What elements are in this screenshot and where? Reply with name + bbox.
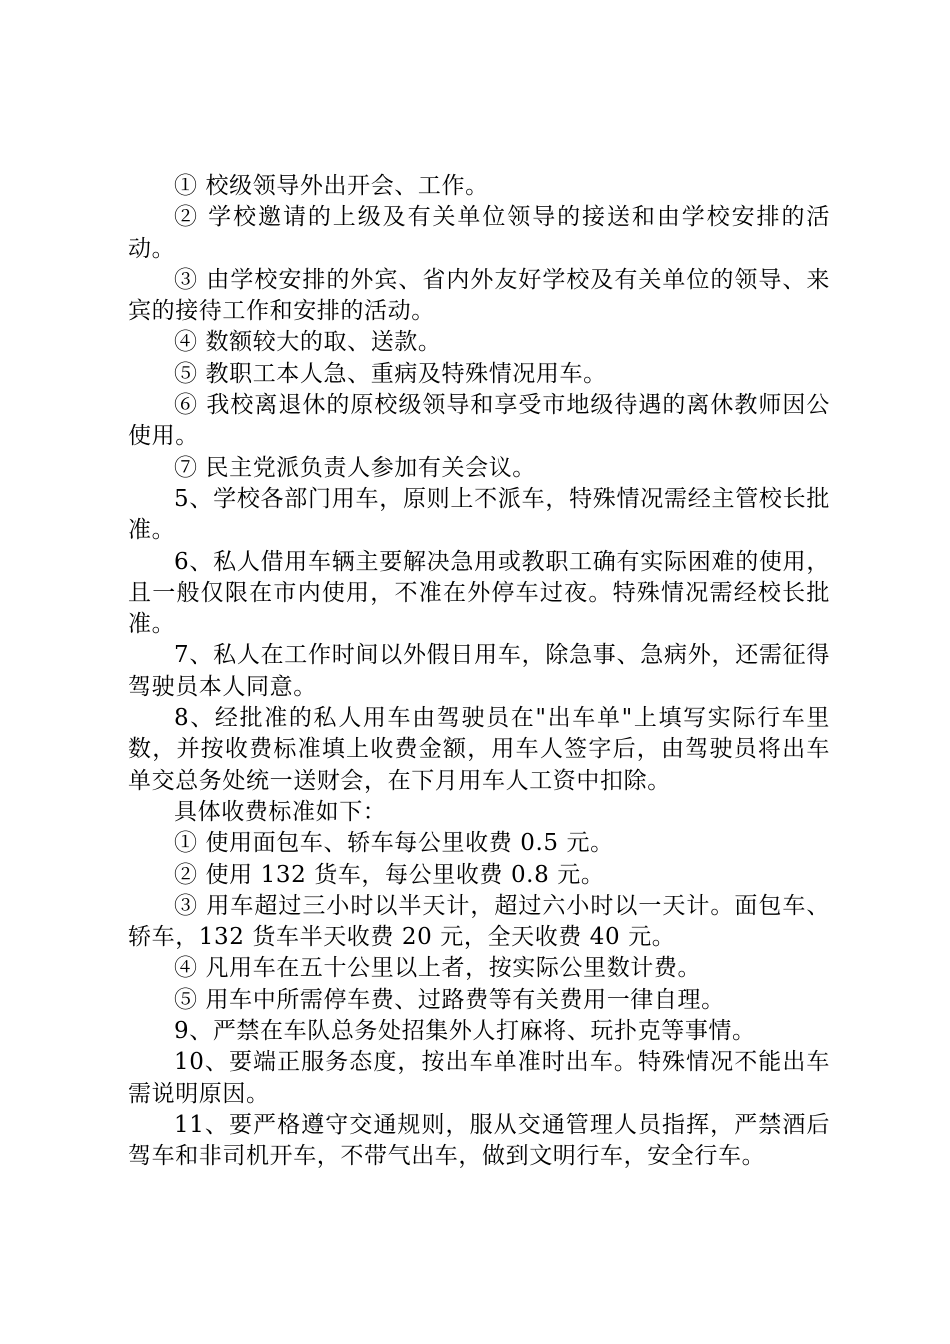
paragraph-item-2: ② 学校邀请的上级及有关单位领导的接送和由学校安排的活动。	[128, 204, 830, 262]
paragraph-fee-heading: 具体收费标准如下：	[174, 798, 387, 825]
paragraph-item-4: ④ 数额较大的取、送款。	[174, 329, 442, 356]
document-page	[128, 171, 830, 1173]
paragraph-rule-7: 7、私人在工作时间以外假日用车，除急事、急病外，还需征得驾驶员本人同意。	[128, 642, 830, 700]
paragraph-fee-4: ④ 凡用车在五十公里以上者，按实际公里数计费。	[174, 955, 702, 982]
paragraph-fee-1: ① 使用面包车、轿车每公里收费 0.5 元。	[174, 830, 614, 857]
paragraph-fee-3: ③ 用车超过三小时以半天计，超过六小时以一天计。面包车、轿车，132 货车半天收费 20 元，全天收费 40 元。	[128, 892, 830, 951]
paragraph-item-7: ⑦ 民主党派负责人参加有关会议。	[174, 454, 536, 481]
paragraph-rule-5: 5、学校各部门用车，原则上不派车，特殊情况需经主管校长批准。	[128, 485, 830, 544]
paragraph-item-3: ③ 由学校安排的外宾、省内外友好学校及有关单位的领导、来宾的接待工作和安排的活动。	[128, 266, 830, 325]
paragraph-item-1: ① 校级领导外出开会、工作。	[174, 173, 489, 199]
paragraph-item-6: ⑥ 我校离退休的原校级领导和享受市地级待遇的离休教师因公使用。	[128, 392, 830, 450]
paragraph-rule-6: 6、私人借用车辆主要解决急用或教职工确有实际困难的使用，且一般仅限在市内使用，不准在外停车过夜。特殊情况需经校长批准。	[128, 548, 830, 638]
paragraph-rule-8: 8、经批准的私人用车由驾驶员在"出车单"上填写实际行车里数，并按收费标准填上收费金额，用车人签字后，由驾驶员将出车单交总务处统一送财会，在下月用车人工资中扣除。	[128, 705, 830, 794]
paragraph-rule-9: 9、严禁在车队总务处招集外人打麻将、玩扑克等事情。	[174, 1018, 756, 1045]
paragraph-rule-10: 10、要端正服务态度，按出车单准时出车。特殊情况不能出车需说明原因。	[128, 1049, 830, 1107]
paragraph-item-5: ⑤ 教职工本人急、重病及特殊情况用车。	[174, 360, 607, 387]
paragraph-rule-11: 11、要严格遵守交通规则，服从交通管理人员指挥，严禁酒后驾车和非司机开车，不带气出车，做到文明行车，安全行车。	[128, 1111, 830, 1170]
paragraph-fee-2: ② 使用 132 货车，每公里收费 0.8 元。	[174, 861, 605, 888]
paragraph-fee-5: ⑤ 用车中所需停车费、过路费等有关费用一律自理。	[174, 986, 725, 1013]
